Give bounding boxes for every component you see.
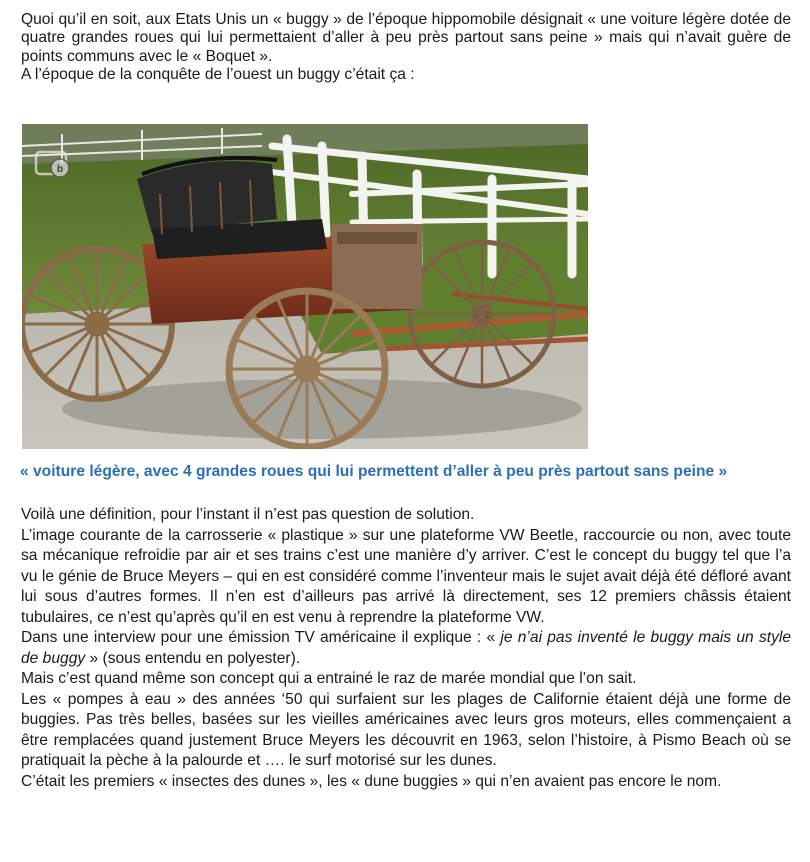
interview-quote: je n’ai pas inventé le buggy mais un style de buggy <box>21 629 792 667</box>
body-paragraph-3 <box>21 628 791 669</box>
interview-end: » (sous entendu en polyester). <box>85 649 301 667</box>
svg-text:b: b <box>57 164 64 175</box>
intro-paragraph-1: Quoi qu’il en soit, aux Etats Unis un « buggy » de l’époque hippomobile désignait « une voiture légère dotée de quatre grandes roues qui lui permettaient d’aller à peu près partout sans peine » mais qui n’avait guère de points communs avec le « Boquet ». <box>21 11 791 65</box>
buggy-photo <box>22 124 588 449</box>
intro-paragraph-2: A l’époque de la conquête de l’ouest un buggy c’était ça : <box>21 65 415 83</box>
body-paragraph-1: Voilà une définition, pour l’instant il n’est pas question de solution. <box>21 506 475 523</box>
photo-caption: « voiture légère, avec 4 grandes roues qui lui permettent d’aller à peu près partout sans peine » <box>20 463 728 480</box>
body-paragraph-2: L’image courante de la carrosserie « plastique » sur une plateforme VW Beetle, raccourcie ou non, avec toute sa mécanique refroidie par air et ses trains c’est une manière d’y arriver. C’est le concept du buggy tel que l’a vu le génie de Bruce Meyers – qui en est considéré comme l’inventeur mais le sujet avait déjà été défloré avant lui sous d’autres formes. Il n’en est d’ailleurs pas arrivé là directement, ses 12 premiers châssis étaient tubulaires, ce n’est qu’après qu’il en est venu à reprendre la plateforme VW. <box>21 526 791 626</box>
body-paragraph-6: C’était les premiers « insectes des dunes », les « dune buggies » qui n’en avaient pas encore le nom. <box>21 772 722 790</box>
body-paragraph-4: Mais c’est quand même son concept qui a entrainé le raz de marée mondial que l’on sait. <box>21 670 637 687</box>
interview-intro: Dans une interview pour une émission TV américaine il explique : « <box>21 629 501 646</box>
body-section <box>21 505 791 792</box>
intro-section <box>21 11 791 84</box>
body-paragraph-5: Les « pompes à eau » des années ‘50 qui surfaient sur les plages de Californie étaient déjà une forme de buggies. Pas très belles, basées sur les vieilles américaines avec leurs gros moteurs, elles commençaient a être remplacées quand justement Bruce Meyers les découvrit en 1963, selon l’histoire, à Pismo Beach où se pratiquait la pèche à la palourde et …. le surf motorisé sur les dunes. <box>21 690 791 769</box>
